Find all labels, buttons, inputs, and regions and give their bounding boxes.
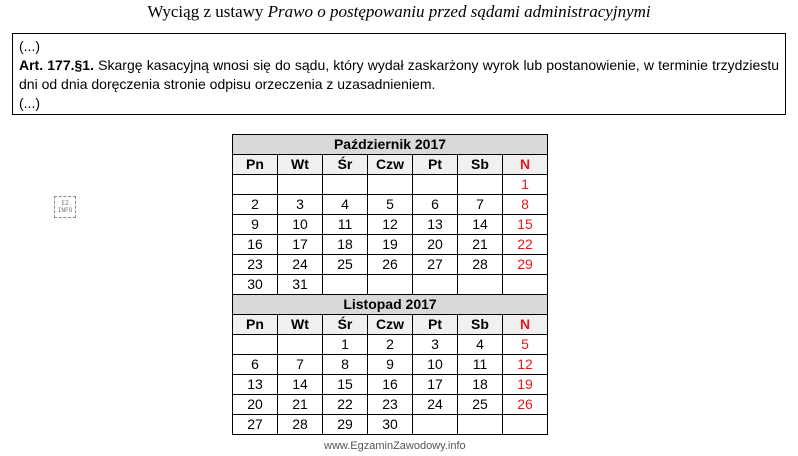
day-cell: 7 — [278, 355, 323, 375]
day-cell: 26 — [368, 255, 413, 275]
week-row — [233, 235, 548, 255]
day-cell: 30 — [233, 275, 278, 295]
day-cell: 5 — [503, 335, 548, 355]
day-cell: 23 — [233, 255, 278, 275]
day-cell: 21 — [458, 235, 503, 255]
day-cell: 16 — [233, 235, 278, 255]
day-cell: 15 — [323, 375, 368, 395]
day-cell: 24 — [413, 395, 458, 415]
day-cell — [413, 415, 458, 435]
calendar-table — [232, 134, 548, 435]
week-row — [233, 395, 548, 415]
day-cell: 19 — [368, 235, 413, 255]
month-title: Październik 2017 — [233, 135, 548, 155]
ellipsis-start: (...) — [19, 38, 40, 54]
day-cell: 22 — [503, 235, 548, 255]
day-cell: 29 — [323, 415, 368, 435]
weekday-label: Wt — [278, 155, 323, 175]
title-law-name: Prawo o postępowaniu przed sądami administracyjnymi — [267, 2, 651, 21]
day-cell: 23 — [368, 395, 413, 415]
day-cell: 17 — [413, 375, 458, 395]
day-cell: 18 — [458, 375, 503, 395]
day-cell: 9 — [233, 215, 278, 235]
day-cell: 20 — [413, 235, 458, 255]
day-cell: 4 — [458, 335, 503, 355]
week-row — [233, 335, 548, 355]
day-cell: 12 — [368, 215, 413, 235]
day-cell: 12 — [503, 355, 548, 375]
day-cell: 8 — [503, 195, 548, 215]
day-cell: 25 — [323, 255, 368, 275]
day-cell — [368, 275, 413, 295]
weekday-label: Czw — [368, 155, 413, 175]
day-cell — [458, 415, 503, 435]
day-cell — [413, 275, 458, 295]
week-row — [233, 375, 548, 395]
day-cell: 2 — [233, 195, 278, 215]
day-cell — [278, 335, 323, 355]
week-row — [233, 275, 548, 295]
day-cell — [458, 275, 503, 295]
day-cell: 31 — [278, 275, 323, 295]
day-cell: 16 — [368, 375, 413, 395]
day-cell — [233, 175, 278, 195]
day-cell — [278, 175, 323, 195]
day-cell: 14 — [278, 375, 323, 395]
week-row — [233, 355, 548, 375]
day-cell: 13 — [413, 215, 458, 235]
day-cell: 6 — [413, 195, 458, 215]
month-header-row — [233, 295, 548, 315]
week-row — [233, 195, 548, 215]
title-prefix: Wyciąg z ustawy — [147, 2, 264, 21]
day-cell: 3 — [413, 335, 458, 355]
month-title: Listopad 2017 — [233, 295, 548, 315]
day-cell: 19 — [503, 375, 548, 395]
day-cell: 27 — [233, 415, 278, 435]
article-text: Skargę kasacyjną wnosi się do sądu, który wydał zaskarżony wyrok lub postanowienie, w terminie trzydziestu dni od dnia doręczenia stronie odpisu orzeczenia z uzasadnieniem. — [19, 57, 779, 92]
watermark: www.EgzaminZawodowy.info — [324, 440, 466, 452]
day-cell: 30 — [368, 415, 413, 435]
week-row — [233, 255, 548, 275]
weekday-label: Wt — [278, 315, 323, 335]
weekday-header-row — [233, 315, 548, 335]
weekday-label: N — [503, 155, 548, 175]
day-cell: 1 — [323, 335, 368, 355]
day-cell: 1 — [503, 175, 548, 195]
day-cell: 11 — [458, 355, 503, 375]
article-paragraph — [19, 56, 779, 94]
day-cell: 18 — [323, 235, 368, 255]
day-cell: 28 — [458, 255, 503, 275]
day-cell — [323, 175, 368, 195]
week-row — [233, 175, 548, 195]
weekday-label: N — [503, 315, 548, 335]
qr-code-icon: EZ INFO — [54, 196, 76, 218]
day-cell: 14 — [458, 215, 503, 235]
day-cell: 10 — [278, 215, 323, 235]
day-cell — [233, 335, 278, 355]
day-cell: 22 — [323, 395, 368, 415]
day-cell: 9 — [368, 355, 413, 375]
day-cell: 25 — [458, 395, 503, 415]
day-cell: 6 — [233, 355, 278, 375]
weekday-label: Czw — [368, 315, 413, 335]
day-cell: 3 — [278, 195, 323, 215]
law-excerpt-box — [12, 33, 786, 115]
weekday-label: Śr — [323, 155, 368, 175]
article-reference: Art. 177.§1. — [19, 57, 94, 73]
weekday-label: Sb — [458, 315, 503, 335]
weekday-label: Pn — [233, 155, 278, 175]
day-cell — [503, 415, 548, 435]
day-cell: 27 — [413, 255, 458, 275]
weekday-label: Pt — [413, 315, 458, 335]
weekday-label: Pt — [413, 155, 458, 175]
day-cell: 17 — [278, 235, 323, 255]
day-cell: 2 — [368, 335, 413, 355]
page-title — [0, 2, 798, 22]
day-cell: 4 — [323, 195, 368, 215]
day-cell: 24 — [278, 255, 323, 275]
day-cell — [458, 175, 503, 195]
day-cell: 28 — [278, 415, 323, 435]
day-cell: 10 — [413, 355, 458, 375]
day-cell: 15 — [503, 215, 548, 235]
day-cell: 13 — [233, 375, 278, 395]
week-row — [233, 215, 548, 235]
day-cell: 21 — [278, 395, 323, 415]
weekday-label: Śr — [323, 315, 368, 335]
day-cell: 11 — [323, 215, 368, 235]
week-row — [233, 415, 548, 435]
day-cell — [413, 175, 458, 195]
day-cell: 8 — [323, 355, 368, 375]
day-cell: 5 — [368, 195, 413, 215]
day-cell — [503, 275, 548, 295]
day-cell — [323, 275, 368, 295]
month-header-row — [233, 135, 548, 155]
weekday-label: Pn — [233, 315, 278, 335]
weekday-label: Sb — [458, 155, 503, 175]
day-cell: 26 — [503, 395, 548, 415]
day-cell — [368, 175, 413, 195]
day-cell: 20 — [233, 395, 278, 415]
weekday-header-row — [233, 155, 548, 175]
calendar-body — [233, 135, 548, 435]
ellipsis-end: (...) — [19, 95, 40, 111]
day-cell: 7 — [458, 195, 503, 215]
day-cell: 29 — [503, 255, 548, 275]
